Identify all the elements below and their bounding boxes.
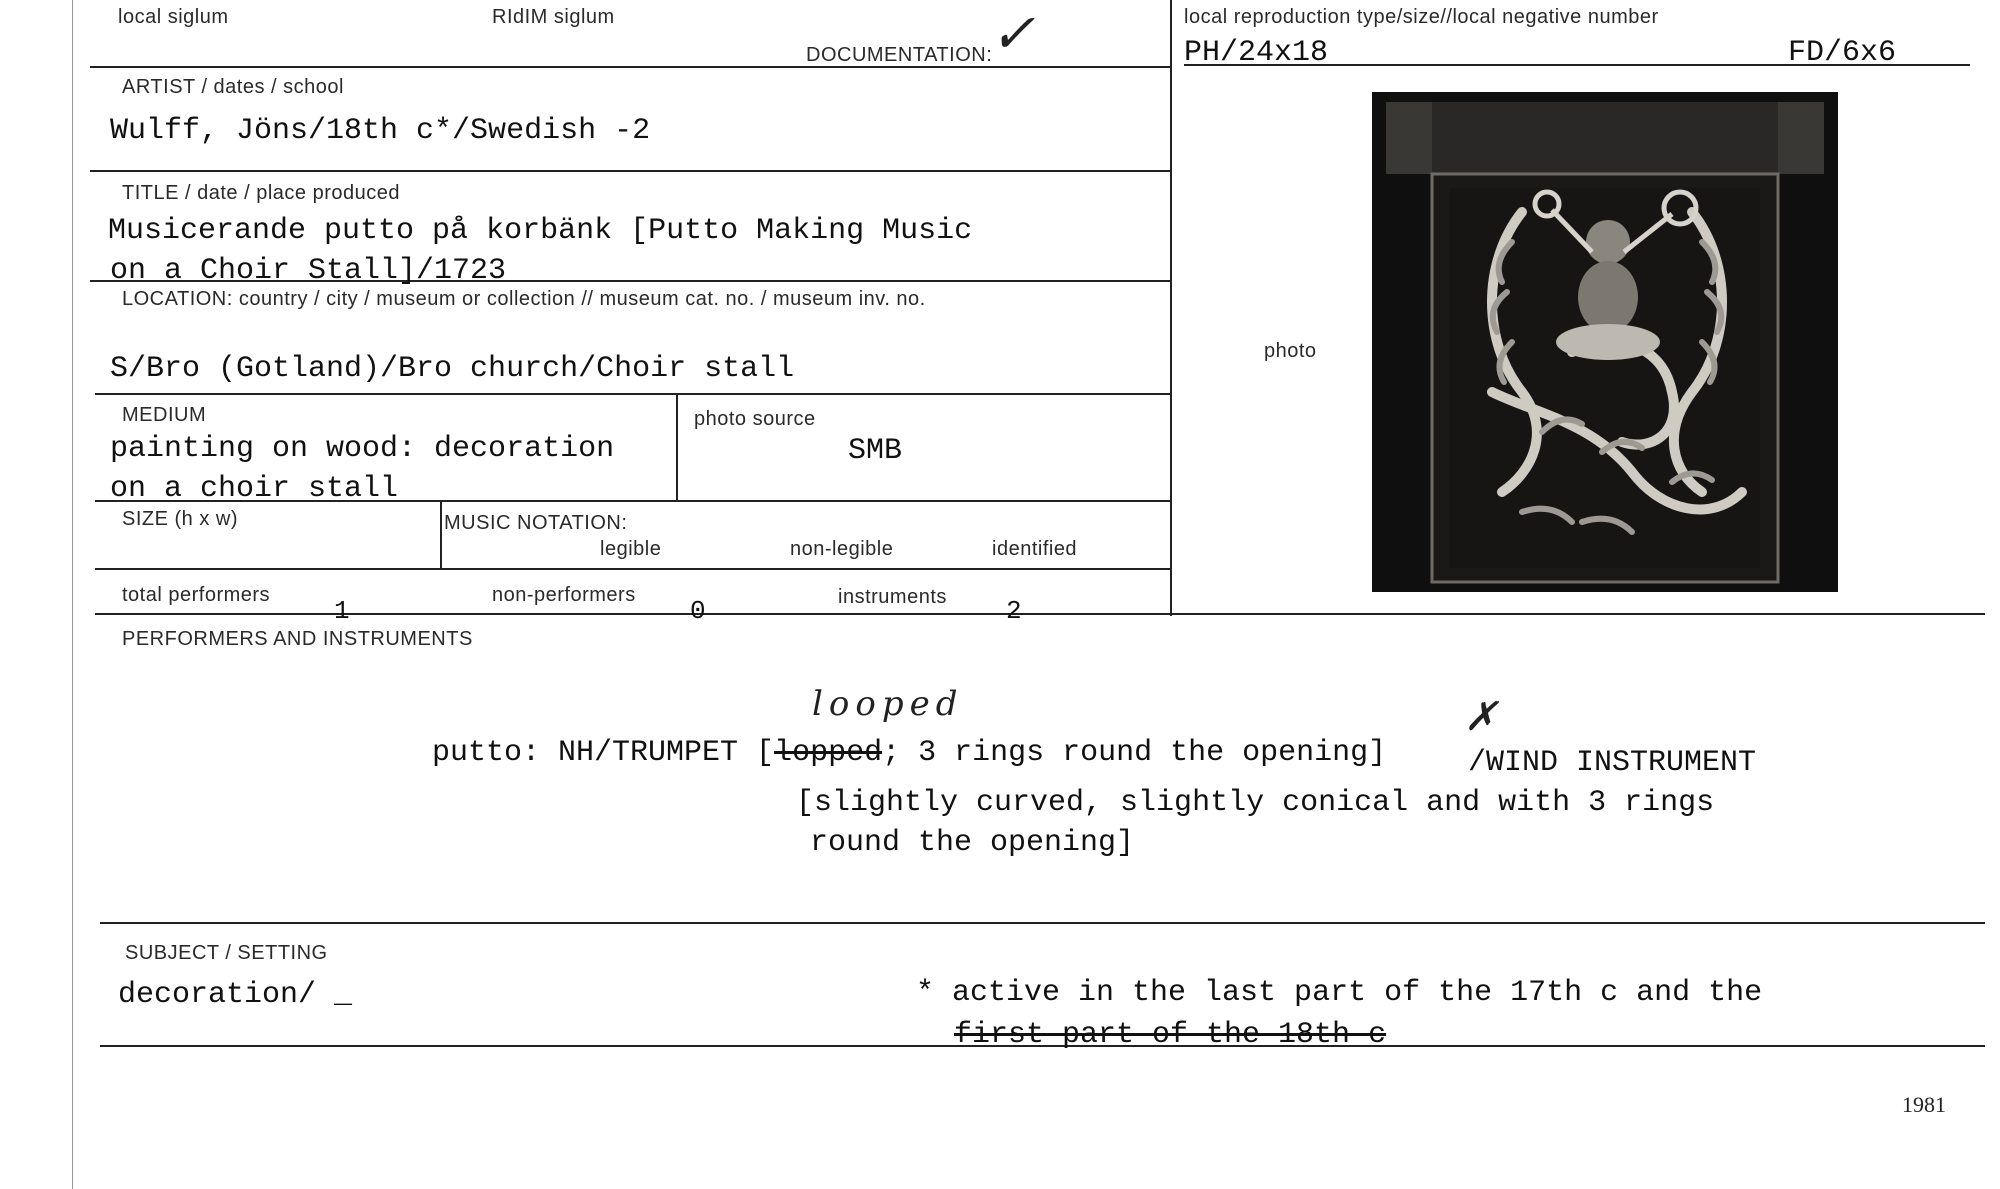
documentation-checkmark: ✓ bbox=[990, 2, 1036, 65]
local-siglum-label: local siglum bbox=[118, 6, 229, 28]
rule-location bbox=[95, 393, 1170, 395]
footnote-line-1: * active in the last part of the 17th c and the bbox=[916, 976, 1763, 1010]
total-performers-value: 1 bbox=[334, 596, 350, 626]
performers-line-1 bbox=[432, 736, 1386, 770]
rule-artist bbox=[90, 170, 1170, 172]
rule-counts bbox=[95, 613, 1985, 615]
performers-line-1-prefix: putto: NH/TRUMPET [ bbox=[432, 736, 775, 770]
performers-line-1-rest: ; 3 rings round the opening] bbox=[882, 736, 1387, 770]
performers-line-1-tail: /WIND INSTRUMENT bbox=[1468, 746, 1757, 780]
photo-image bbox=[1372, 92, 1838, 592]
negative-number-value: FD/6x6 bbox=[1788, 36, 1897, 70]
instruments-label: instruments bbox=[838, 586, 947, 608]
photo-source-value: SMB bbox=[848, 434, 903, 468]
title-line-2: on a Choir Stall]/1723 bbox=[110, 254, 507, 288]
artist-value: Wulff, Jöns/18th c*/Swedish -2 bbox=[110, 114, 651, 148]
ridim-siglum-label: RIdIM siglum bbox=[492, 6, 615, 28]
photo-column-divider bbox=[1170, 0, 1172, 616]
medium-line-2: on a choir stall bbox=[110, 472, 399, 506]
rule-performers bbox=[100, 922, 1985, 924]
title-label: TITLE / date / place produced bbox=[122, 182, 400, 204]
performers-line-1-struck: lopped bbox=[774, 736, 883, 770]
size-divider bbox=[440, 500, 442, 568]
photo-source-label: photo source bbox=[694, 408, 816, 430]
left-margin-line bbox=[72, 0, 73, 1189]
reproduction-label: local reproduction type/size//local negative number bbox=[1184, 6, 1659, 28]
documentation-label: DOCUMENTATION: bbox=[806, 44, 993, 66]
handwritten-mark: ✗ bbox=[1464, 694, 1498, 740]
size-label: SIZE (h x w) bbox=[122, 508, 239, 530]
title-line-1: Musicerande putto på korbänk [Putto Making Music bbox=[108, 214, 973, 248]
music-notation-label: MUSIC NOTATION: bbox=[444, 512, 628, 534]
total-performers-label: total performers bbox=[122, 584, 271, 606]
handwritten-correction: looped bbox=[812, 684, 964, 724]
reproduction-value: PH/24x18 bbox=[1184, 36, 1329, 70]
performers-label: PERFORMERS AND INSTRUMENTS bbox=[122, 628, 473, 650]
non-performers-label: non-performers bbox=[492, 584, 636, 606]
medium-divider bbox=[676, 393, 678, 501]
footnote-line-2: first part of the 18th c bbox=[954, 1018, 1387, 1052]
carved-panel-illustration bbox=[1372, 92, 1838, 592]
instruments-value: 2 bbox=[1006, 596, 1022, 626]
artist-label: ARTIST / dates / school bbox=[122, 76, 344, 98]
rule-header bbox=[90, 66, 1170, 68]
non-performers-value: 0 bbox=[690, 596, 706, 626]
card-year: 1981 bbox=[1902, 1092, 1946, 1117]
medium-label: MEDIUM bbox=[122, 404, 207, 426]
notation-identified: identified bbox=[992, 538, 1078, 560]
location-label: LOCATION: country / city / museum or collection // museum cat. no. / museum inv. no. bbox=[122, 288, 926, 310]
medium-line-1: painting on wood: decoration bbox=[110, 432, 615, 466]
subject-label: SUBJECT / SETTING bbox=[125, 942, 328, 964]
notation-legible: legible bbox=[600, 538, 662, 560]
performers-line-2: [slightly curved, slightly conical and with 3 rings bbox=[796, 786, 1715, 820]
rule-notation bbox=[95, 568, 1170, 570]
photo-label: photo bbox=[1264, 340, 1317, 362]
location-value: S/Bro (Gotland)/Bro church/Choir stall bbox=[110, 352, 795, 386]
notation-non-legible: non-legible bbox=[790, 538, 894, 560]
subject-value: decoration/ _ bbox=[118, 978, 353, 1012]
performers-line-3: round the opening] bbox=[810, 826, 1135, 860]
